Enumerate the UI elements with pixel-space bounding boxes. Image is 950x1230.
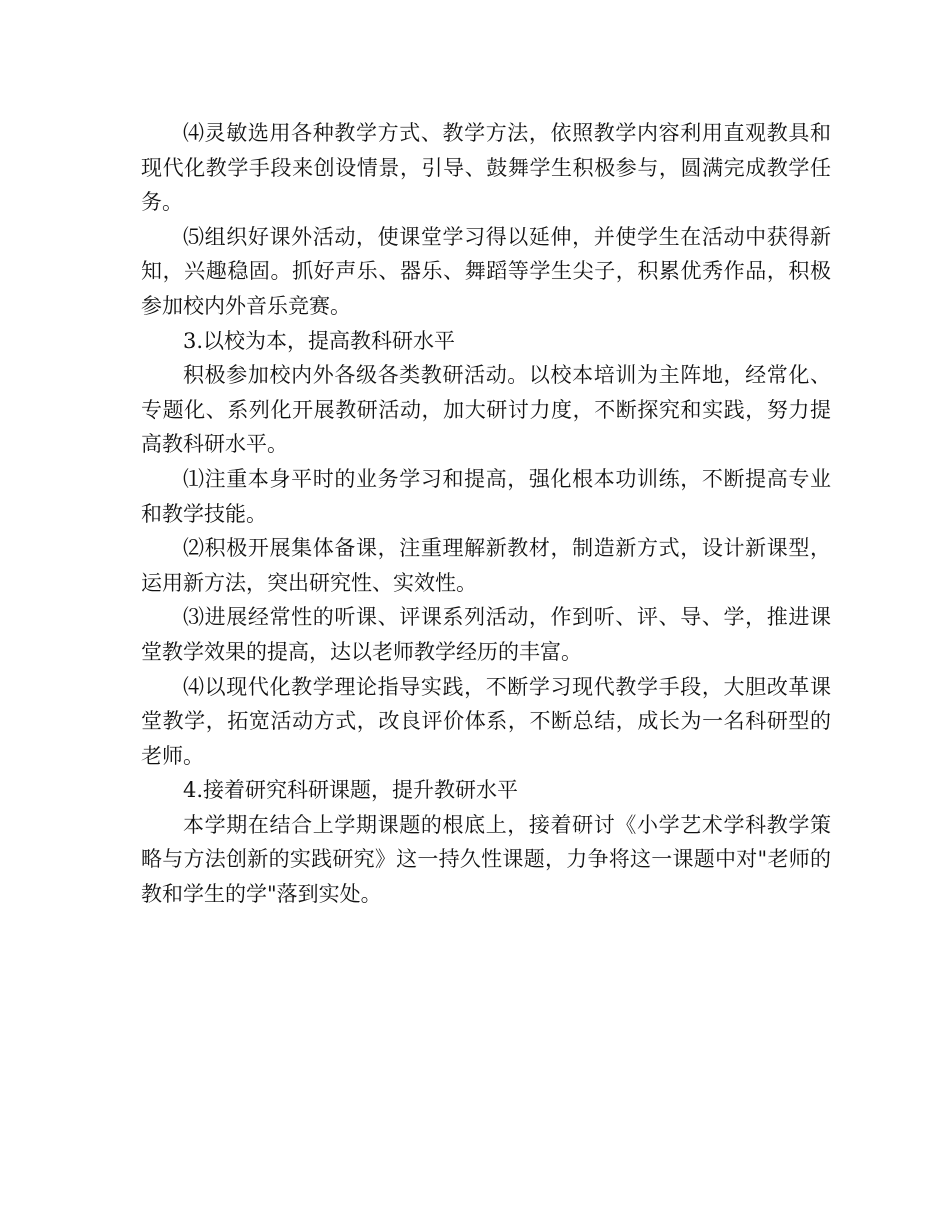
paragraph-item-1-self-study: ⑴注重本身平时的业务学习和提高，强化根本功训练，不断提高专业和教学技能。	[141, 466, 831, 526]
paragraph-item-2-lesson-prep: ⑵积极开展集体备课，注重理解新教材，制造新方式，设计新课型，运用新方法，突出研究性、实效性。	[141, 536, 831, 595]
section-heading-3: 3.以校为本，提高教科研水平	[183, 328, 456, 353]
paragraph-research-activities: 积极参加校内外各级各类教研活动。以校本培训为主阵地，经常化、专题化、系列化开展教研活动，加大研讨力度，不断探究和实践，努力提高教科研水平。	[141, 363, 831, 457]
section-heading-4: 4.接着研究科研课题，提升教研水平	[183, 778, 519, 803]
document-page	[141, 116, 831, 912]
paragraph-item-5-extracurricular: ⑸组织好课外活动，使课堂学习得以延伸，并使学生在活动中获得新知，兴趣稳固。抓好声乐、器乐、舞蹈等学生尖子，积累优秀作品，积极参加校内外音乐竞赛。	[141, 224, 831, 318]
paragraph-item-3-observation: ⑶进展经常性的听课、评课系列活动，作到听、评、导、学，推进课堂教学效果的提高，达以老师教学经历的丰富。	[141, 605, 831, 664]
paragraph-research-topic: 本学期在结合上学期课题的根底上，接着研讨《小学艺术学科教学策略与方法创新的实践研究》这一持久性课题，力争将这一课题中对"老师的教和学生的学"落到实处。	[141, 812, 831, 907]
paragraph-item-4-flexible-methods: ⑷灵敏选用各种教学方式、教学方法，依照教学内容利用直观教具和现代化教学手段来创设情景，引导、鼓舞学生积极参与，圆满完成教学任务。	[141, 121, 831, 215]
paragraph-item-4-theory-practice: ⑷以现代化教学理论指导实践，不断学习现代教学手段，大胆改革课堂教学，拓宽活动方式，改良评价体系，不断总结，成长为一名科研型的老师。	[141, 674, 831, 768]
